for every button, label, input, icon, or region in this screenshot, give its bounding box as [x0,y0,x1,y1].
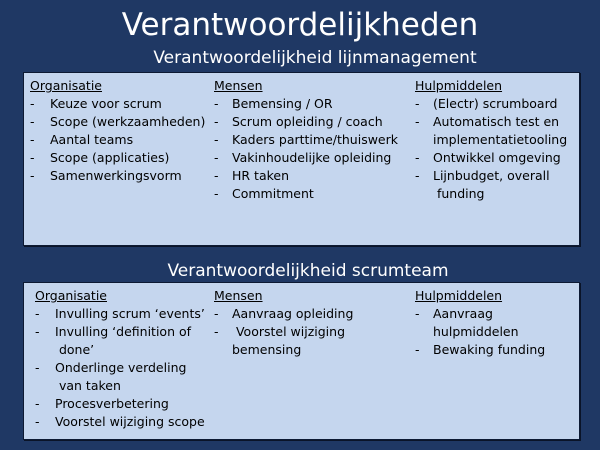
list-item: - Keuze voor scrum [30,95,205,113]
list-item-line: - (Electr) scrumboard [433,96,558,111]
column-heading: Hulpmiddelen [415,78,503,93]
item-list [214,305,353,359]
list-item [415,149,567,167]
list-item-line: done’ [55,342,95,357]
list-item-line: - Bewaking funding [433,342,546,357]
list-item: - Scope (werkzaamheden) [30,113,205,131]
list-item: - HR taken [214,167,398,185]
list-item-line: - Lijnbudget, overall [433,168,550,183]
list-item-line: funding [433,186,485,201]
list-item [415,341,545,359]
list-item: - Vakinhoudelijke opleiding [214,149,398,167]
list-item-line: hulpmiddelen [433,324,519,339]
column-hulpmiddelen [415,287,545,359]
list-item: - Commitment [214,185,398,203]
list-item-line: - Aanvraag [433,306,493,321]
column-organisatie [35,287,205,431]
column-mensen [214,77,398,203]
list-item [415,95,567,113]
item-list [415,95,567,203]
list-item-line: van taken [55,378,121,393]
list-item [415,167,567,203]
list-item [214,305,353,323]
panel-lijnmanagement [23,72,580,246]
column-heading: Mensen [214,78,263,93]
list-item [35,323,205,359]
list-item: - Scrum opleiding / coach [214,113,398,131]
list-item-line: - Procesverbetering [55,396,169,411]
item-list [214,95,398,203]
column-heading: Hulpmiddelen [415,288,503,303]
list-item: - Aantal teams [30,131,205,149]
list-item: - Kaders parttime/thuiswerk [214,131,398,149]
list-item [35,395,205,413]
list-item [214,323,353,359]
slide-title: Verantwoordelijkheden [121,7,479,43]
list-item-line: - Aanvraag opleiding [232,306,354,321]
column-heading: Organisatie [35,288,107,303]
item-list [415,305,545,359]
list-item [415,305,545,341]
item-list [30,95,205,185]
list-item-line: - Ontwikkel omgeving [433,150,561,165]
column-mensen [214,287,353,359]
list-item [35,413,205,431]
list-item: - Bemensing / OR [214,95,398,113]
list-item-line: bemensing [232,342,302,357]
list-item-line: - Invulling ‘definition of [55,324,192,339]
list-item-line: - Automatisch test en [433,114,560,129]
list-item-line: implementatietooling [433,132,568,147]
list-item [415,113,567,149]
list-item [35,359,205,395]
list-item-line: - Onderlinge verdeling [55,360,187,375]
list-item [35,305,205,323]
list-item: - Samenwerkingsvorm [30,167,205,185]
column-organisatie [30,77,205,185]
list-item-line: - Voorstel wijziging scope [55,414,205,429]
item-list [35,305,205,431]
list-item-line: - Invulling scrum ‘events’ [55,306,205,321]
column-heading: Mensen [214,288,263,303]
column-heading: Organisatie [30,78,102,93]
list-item-line: - Voorstel wijziging [232,324,346,339]
section-heading-lijnmanagement: Verantwoordelijkheid lijnmanagement [153,48,477,68]
column-hulpmiddelen [415,77,567,203]
list-item: - Scope (applicaties) [30,149,205,167]
section-heading-scrumteam: Verantwoordelijkheid scrumteam [167,261,449,281]
panel-scrumteam [23,282,580,440]
